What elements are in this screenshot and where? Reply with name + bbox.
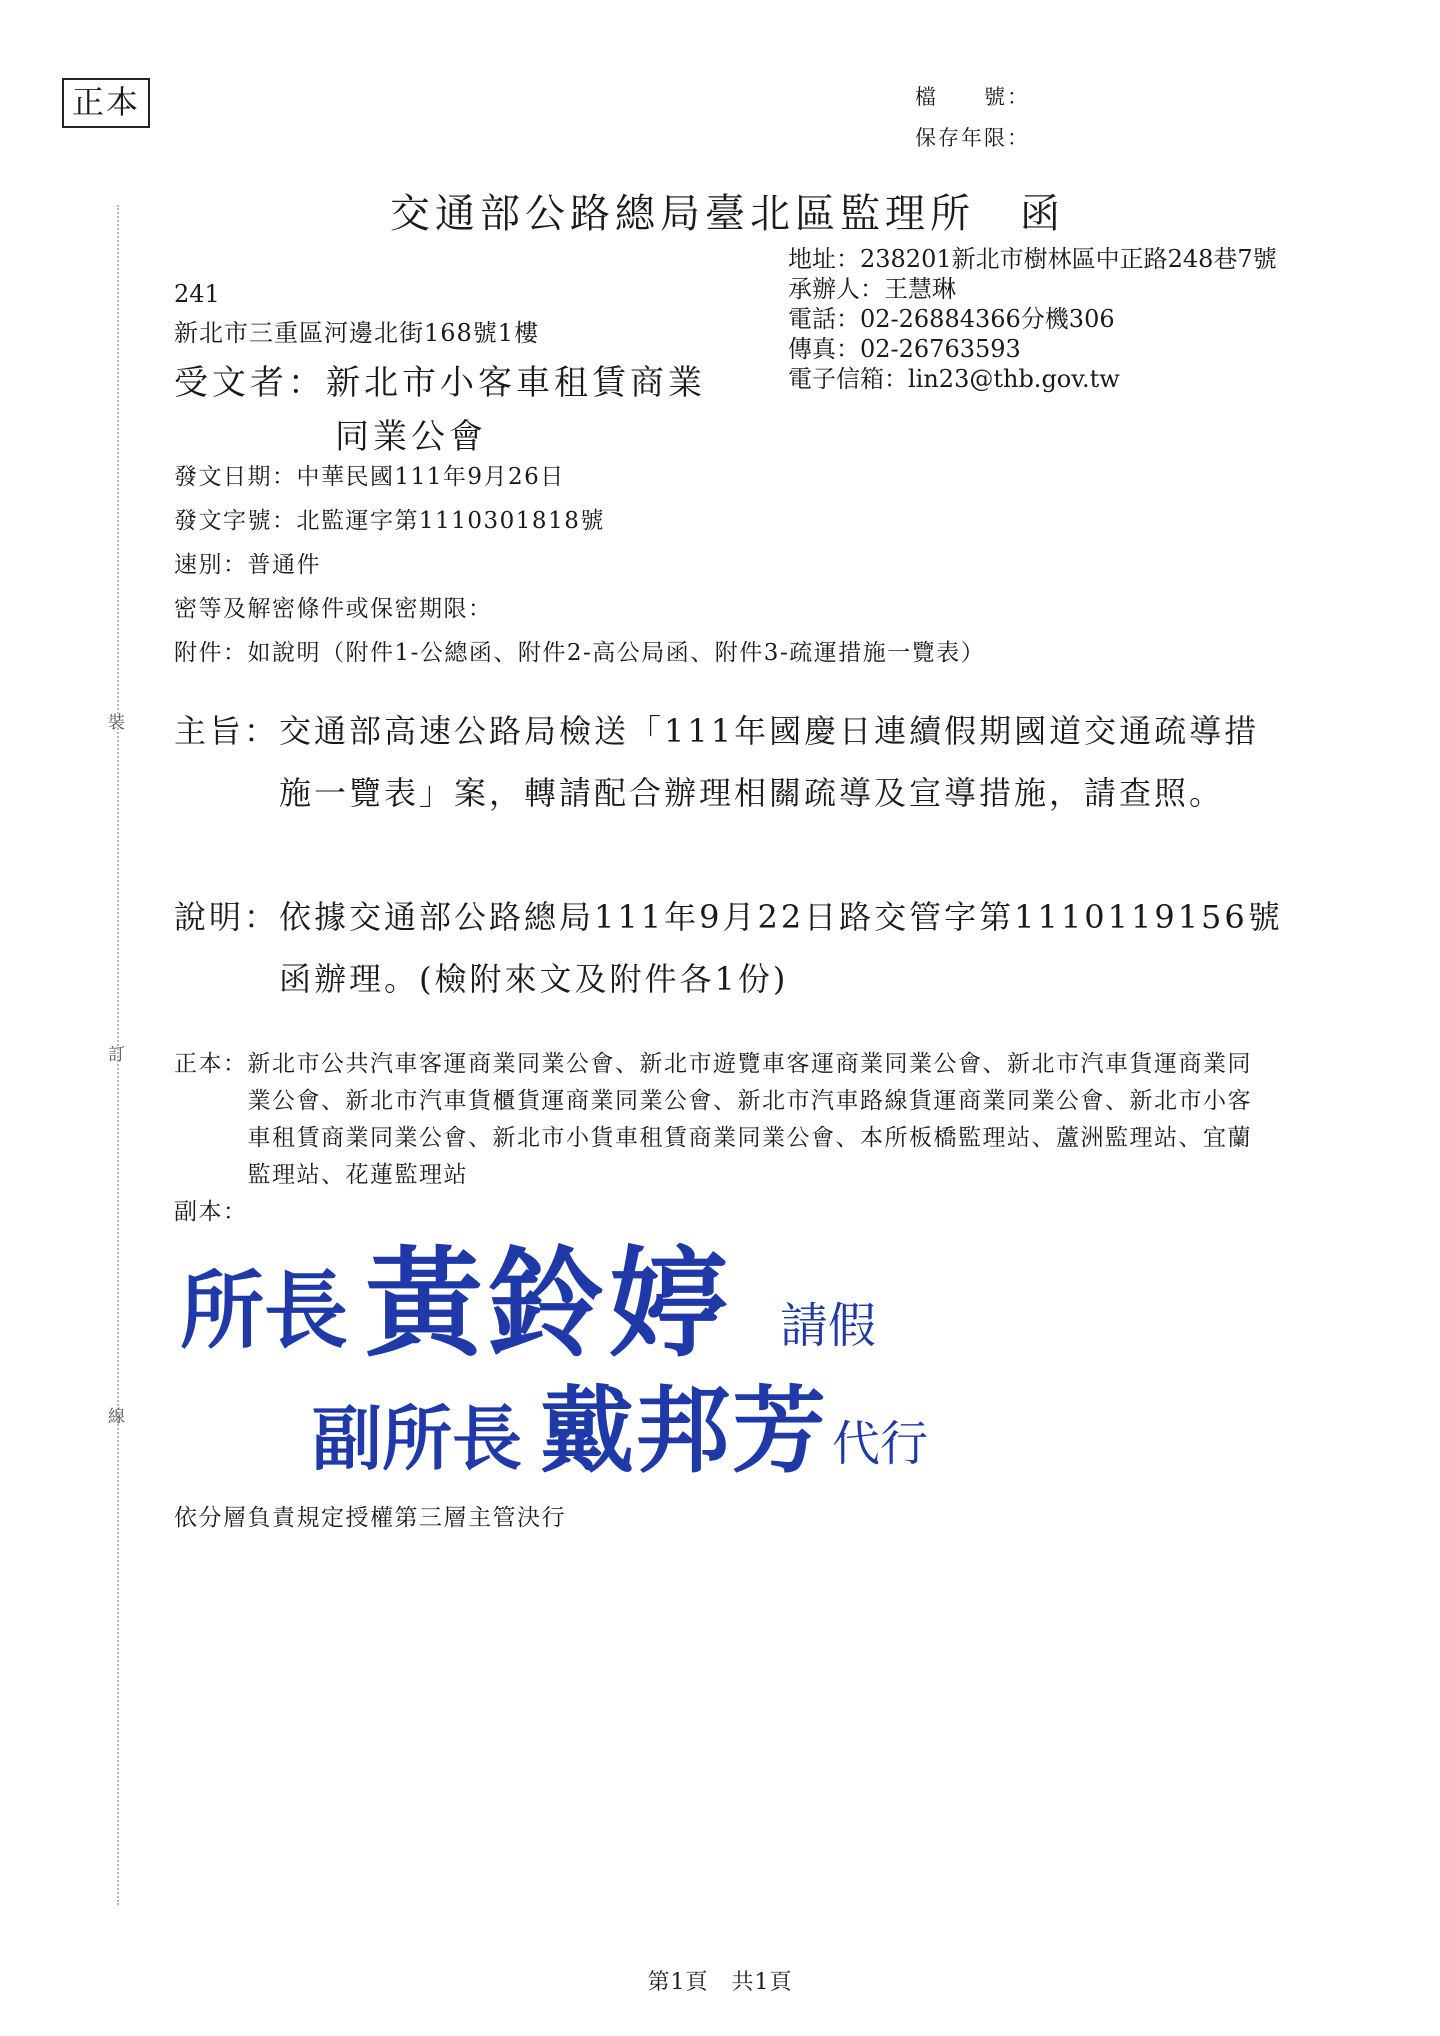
- file-number-label: 檔 號：: [915, 85, 1030, 109]
- sender-officer: 承辦人：王慧琳: [788, 275, 956, 303]
- attachments: 附件：如說明（附件1-公總函、附件2-高公局函、附件3-疏運措施一覽表）: [174, 640, 986, 666]
- sender-fax: 傳真：02-26763593: [788, 335, 1021, 363]
- binding-mark-ding: 訂: [108, 1045, 125, 1065]
- recipient-zip: 241: [174, 280, 220, 308]
- delivery-speed: 速別：普通件: [174, 552, 321, 578]
- main-copy-label: 正本：: [174, 1051, 248, 1077]
- retention-period-label: 保存年限：: [915, 126, 1030, 150]
- binding-mark-xian: 線: [108, 1407, 125, 1427]
- signature-note-leave: 請假: [780, 1298, 877, 1354]
- carbon-copy-label: 副本：: [174, 1199, 248, 1225]
- issue-date: 發文日期：中華民國111年9月26日: [174, 464, 565, 490]
- document-number: 發文字號：北監運字第1110301818號: [174, 508, 605, 534]
- sender-address: 地址：238201新北市樹林區中正路248巷7號: [788, 245, 1277, 273]
- signature-note-acting: 代行: [832, 1416, 929, 1472]
- sender-info: [788, 244, 1277, 394]
- main-copy-recipients: 新北市公共汽車客運商業同業公會、新北市遊覽車客運商業同業公會、新北市汽車貨運商業同業公會、新北市汽車貨櫃貨運商業同業公會、新北市汽車路線貨運商業同業公會、新北市小客車租賃商業同業公會、新北市小貨車租賃商業同業公會、本所板橋監理站、蘆洲監理站、宜蘭監理站、花蓮監理站: [247, 1051, 1252, 1188]
- recipient-block: [174, 356, 706, 464]
- binding-mark-zhuang: 裝: [108, 713, 125, 733]
- secrecy-level: 密等及解密條件或保密期限：: [174, 596, 493, 622]
- recipient-address: 新北市三重區河邊北街168號1樓: [174, 319, 540, 347]
- subject-label: 主旨：: [174, 712, 280, 750]
- document-meta: [174, 455, 985, 675]
- recipient-name-line2: 同業公會: [335, 417, 487, 457]
- document-title: 交通部公路總局臺北區監理所 函: [390, 191, 1065, 237]
- page-number: 第1頁 共1頁: [647, 1970, 793, 1995]
- explanation-section: [174, 886, 1284, 1010]
- official-seal-signature: [170, 1230, 1030, 1480]
- delegation-note: 依分層負責規定授權第三層主管決行: [174, 1505, 566, 1531]
- distribution-block: [174, 1046, 1254, 1231]
- signature-name-deputy: 戴邦芳: [540, 1376, 829, 1480]
- sender-email: 電子信箱：lin23@thb.gov.tw: [788, 365, 1120, 393]
- explanation-text: 依據交通部公路總局111年9月22日路交管字第1110119156號函辦理。(檢附來文及附件各1份): [279, 898, 1283, 998]
- original-copy-stamp: 正本: [62, 78, 150, 128]
- recipient-name-line1: 新北市小客車租賃商業: [326, 363, 706, 403]
- signature-name-director: 黃鈴婷: [365, 1234, 732, 1373]
- recipient-label: 受文者：: [174, 363, 326, 403]
- explanation-label: 說明：: [174, 898, 280, 936]
- signature-title-director: 所長: [180, 1261, 349, 1360]
- subject-text: 交通部高速公路局檢送「111年國慶日連續假期國道交通疏導措施一覽表」案，轉請配合辦理相關疏導及宣導措施，請查照。: [279, 712, 1260, 812]
- signature-title-deputy: 副所長: [312, 1397, 522, 1480]
- sender-phone: 電話：02-26884366分機306: [788, 305, 1115, 333]
- subject-section: [174, 700, 1284, 824]
